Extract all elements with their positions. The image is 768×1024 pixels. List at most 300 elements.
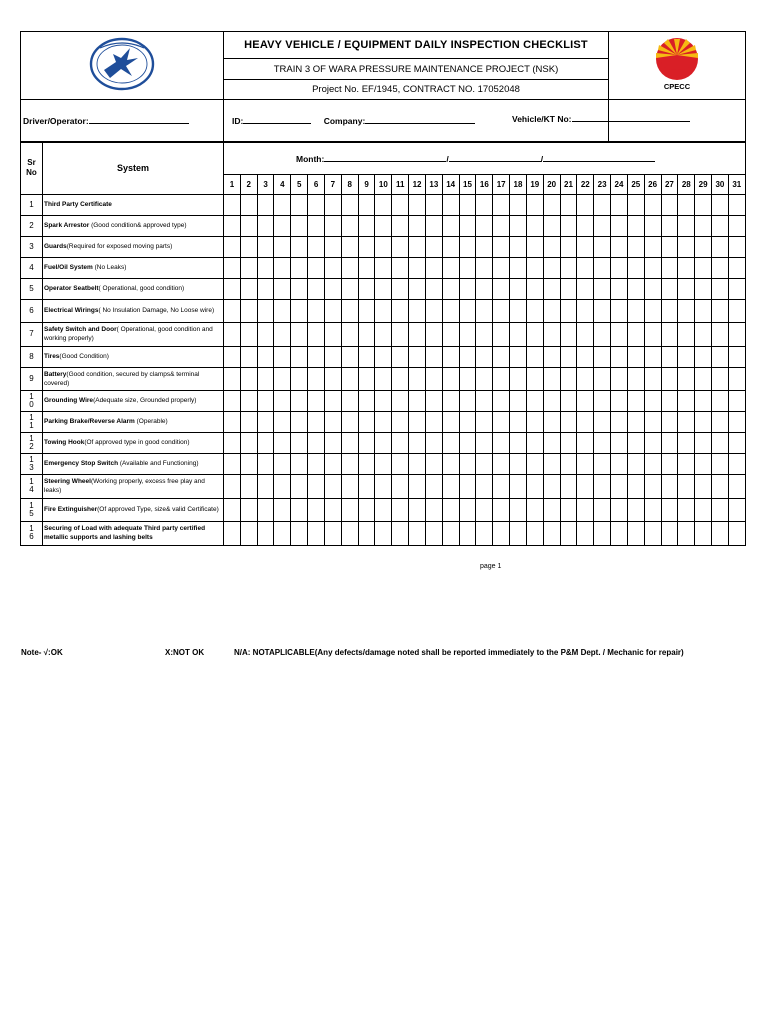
check-cell[interactable] bbox=[543, 474, 560, 498]
check-cell[interactable] bbox=[510, 278, 527, 299]
check-cell[interactable] bbox=[240, 322, 257, 346]
id-blank[interactable] bbox=[243, 115, 311, 124]
check-cell[interactable] bbox=[425, 453, 442, 474]
check-cell[interactable] bbox=[678, 194, 695, 215]
check-cell[interactable] bbox=[510, 215, 527, 236]
check-cell[interactable] bbox=[392, 498, 409, 521]
check-cell[interactable] bbox=[442, 278, 459, 299]
check-cell[interactable] bbox=[308, 346, 325, 367]
check-cell[interactable] bbox=[644, 257, 661, 278]
check-cell[interactable] bbox=[358, 194, 375, 215]
check-cell[interactable] bbox=[392, 322, 409, 346]
check-cell[interactable] bbox=[594, 322, 611, 346]
check-cell[interactable] bbox=[240, 278, 257, 299]
check-cell[interactable] bbox=[291, 390, 308, 411]
check-cell[interactable] bbox=[375, 346, 392, 367]
check-cell[interactable] bbox=[678, 367, 695, 390]
check-cell[interactable] bbox=[678, 521, 695, 545]
check-cell[interactable] bbox=[543, 453, 560, 474]
check-cell[interactable] bbox=[543, 411, 560, 432]
check-cell[interactable] bbox=[224, 278, 241, 299]
check-cell[interactable] bbox=[594, 194, 611, 215]
check-cell[interactable] bbox=[392, 453, 409, 474]
check-cell[interactable] bbox=[594, 346, 611, 367]
check-cell[interactable] bbox=[644, 498, 661, 521]
check-cell[interactable] bbox=[611, 453, 628, 474]
check-cell[interactable] bbox=[240, 299, 257, 322]
check-cell[interactable] bbox=[442, 411, 459, 432]
check-cell[interactable] bbox=[409, 278, 426, 299]
check-cell[interactable] bbox=[728, 236, 745, 257]
check-cell[interactable] bbox=[661, 521, 678, 545]
check-cell[interactable] bbox=[291, 521, 308, 545]
check-cell[interactable] bbox=[510, 236, 527, 257]
check-cell[interactable] bbox=[476, 432, 493, 453]
check-cell[interactable] bbox=[493, 453, 510, 474]
check-cell[interactable] bbox=[493, 346, 510, 367]
check-cell[interactable] bbox=[611, 257, 628, 278]
check-cell[interactable] bbox=[678, 299, 695, 322]
check-cell[interactable] bbox=[560, 194, 577, 215]
check-cell[interactable] bbox=[324, 432, 341, 453]
check-cell[interactable] bbox=[728, 498, 745, 521]
check-cell[interactable] bbox=[627, 322, 644, 346]
check-cell[interactable] bbox=[611, 411, 628, 432]
check-cell[interactable] bbox=[308, 215, 325, 236]
check-cell[interactable] bbox=[728, 432, 745, 453]
check-cell[interactable] bbox=[476, 215, 493, 236]
check-cell[interactable] bbox=[644, 474, 661, 498]
check-cell[interactable] bbox=[611, 278, 628, 299]
check-cell[interactable] bbox=[341, 322, 358, 346]
driver-field[interactable] bbox=[21, 100, 224, 141]
check-cell[interactable] bbox=[240, 367, 257, 390]
check-cell[interactable] bbox=[510, 390, 527, 411]
check-cell[interactable] bbox=[678, 322, 695, 346]
check-cell[interactable] bbox=[695, 194, 712, 215]
check-cell[interactable] bbox=[728, 453, 745, 474]
check-cell[interactable] bbox=[560, 390, 577, 411]
check-cell[interactable] bbox=[392, 521, 409, 545]
check-cell[interactable] bbox=[661, 194, 678, 215]
check-cell[interactable] bbox=[577, 194, 594, 215]
check-cell[interactable] bbox=[728, 194, 745, 215]
check-cell[interactable] bbox=[543, 322, 560, 346]
check-cell[interactable] bbox=[560, 299, 577, 322]
check-cell[interactable] bbox=[577, 299, 594, 322]
check-cell[interactable] bbox=[627, 194, 644, 215]
check-cell[interactable] bbox=[510, 474, 527, 498]
check-cell[interactable] bbox=[712, 215, 729, 236]
check-cell[interactable] bbox=[560, 278, 577, 299]
check-cell[interactable] bbox=[308, 498, 325, 521]
check-cell[interactable] bbox=[425, 299, 442, 322]
check-cell[interactable] bbox=[425, 411, 442, 432]
check-cell[interactable] bbox=[712, 257, 729, 278]
check-cell[interactable] bbox=[409, 474, 426, 498]
check-cell[interactable] bbox=[712, 236, 729, 257]
check-cell[interactable] bbox=[526, 215, 543, 236]
check-cell[interactable] bbox=[425, 194, 442, 215]
check-cell[interactable] bbox=[324, 521, 341, 545]
check-cell[interactable] bbox=[644, 236, 661, 257]
check-cell[interactable] bbox=[543, 498, 560, 521]
check-cell[interactable] bbox=[510, 257, 527, 278]
check-cell[interactable] bbox=[594, 521, 611, 545]
check-cell[interactable] bbox=[341, 215, 358, 236]
check-cell[interactable] bbox=[594, 236, 611, 257]
check-cell[interactable] bbox=[442, 194, 459, 215]
check-cell[interactable] bbox=[459, 194, 476, 215]
check-cell[interactable] bbox=[459, 390, 476, 411]
check-cell[interactable] bbox=[459, 257, 476, 278]
check-cell[interactable] bbox=[341, 346, 358, 367]
check-cell[interactable] bbox=[678, 215, 695, 236]
check-cell[interactable] bbox=[695, 521, 712, 545]
check-cell[interactable] bbox=[712, 299, 729, 322]
check-cell[interactable] bbox=[611, 521, 628, 545]
check-cell[interactable] bbox=[526, 432, 543, 453]
check-cell[interactable] bbox=[577, 453, 594, 474]
check-cell[interactable] bbox=[560, 215, 577, 236]
check-cell[interactable] bbox=[459, 498, 476, 521]
check-cell[interactable] bbox=[661, 367, 678, 390]
check-cell[interactable] bbox=[409, 322, 426, 346]
check-cell[interactable] bbox=[594, 498, 611, 521]
check-cell[interactable] bbox=[510, 521, 527, 545]
check-cell[interactable] bbox=[712, 411, 729, 432]
check-cell[interactable] bbox=[375, 257, 392, 278]
check-cell[interactable] bbox=[358, 215, 375, 236]
check-cell[interactable] bbox=[358, 411, 375, 432]
check-cell[interactable] bbox=[526, 257, 543, 278]
check-cell[interactable] bbox=[695, 390, 712, 411]
check-cell[interactable] bbox=[459, 367, 476, 390]
check-cell[interactable] bbox=[493, 215, 510, 236]
check-cell[interactable] bbox=[240, 411, 257, 432]
check-cell[interactable] bbox=[358, 278, 375, 299]
check-cell[interactable] bbox=[476, 367, 493, 390]
check-cell[interactable] bbox=[627, 257, 644, 278]
check-cell[interactable] bbox=[274, 453, 291, 474]
check-cell[interactable] bbox=[476, 322, 493, 346]
check-cell[interactable] bbox=[577, 521, 594, 545]
check-cell[interactable] bbox=[308, 390, 325, 411]
check-cell[interactable] bbox=[257, 194, 274, 215]
check-cell[interactable] bbox=[627, 236, 644, 257]
check-cell[interactable] bbox=[627, 411, 644, 432]
check-cell[interactable] bbox=[274, 322, 291, 346]
check-cell[interactable] bbox=[274, 257, 291, 278]
check-cell[interactable] bbox=[358, 498, 375, 521]
check-cell[interactable] bbox=[409, 432, 426, 453]
check-cell[interactable] bbox=[308, 411, 325, 432]
check-cell[interactable] bbox=[240, 432, 257, 453]
check-cell[interactable] bbox=[594, 474, 611, 498]
check-cell[interactable] bbox=[425, 474, 442, 498]
check-cell[interactable] bbox=[425, 322, 442, 346]
check-cell[interactable] bbox=[409, 257, 426, 278]
check-cell[interactable] bbox=[274, 367, 291, 390]
check-cell[interactable] bbox=[476, 390, 493, 411]
check-cell[interactable] bbox=[240, 390, 257, 411]
check-cell[interactable] bbox=[425, 521, 442, 545]
check-cell[interactable] bbox=[577, 215, 594, 236]
check-cell[interactable] bbox=[661, 322, 678, 346]
check-cell[interactable] bbox=[627, 432, 644, 453]
check-cell[interactable] bbox=[442, 432, 459, 453]
check-cell[interactable] bbox=[644, 322, 661, 346]
check-cell[interactable] bbox=[695, 432, 712, 453]
check-cell[interactable] bbox=[409, 367, 426, 390]
check-cell[interactable] bbox=[392, 390, 409, 411]
check-cell[interactable] bbox=[560, 236, 577, 257]
check-cell[interactable] bbox=[627, 278, 644, 299]
check-cell[interactable] bbox=[577, 346, 594, 367]
check-cell[interactable] bbox=[594, 257, 611, 278]
check-cell[interactable] bbox=[627, 453, 644, 474]
check-cell[interactable] bbox=[712, 521, 729, 545]
check-cell[interactable] bbox=[409, 498, 426, 521]
check-cell[interactable] bbox=[274, 278, 291, 299]
check-cell[interactable] bbox=[224, 299, 241, 322]
check-cell[interactable] bbox=[358, 257, 375, 278]
check-cell[interactable] bbox=[728, 474, 745, 498]
day-blank[interactable] bbox=[449, 153, 544, 164]
check-cell[interactable] bbox=[678, 432, 695, 453]
check-cell[interactable] bbox=[459, 278, 476, 299]
check-cell[interactable] bbox=[493, 367, 510, 390]
company-blank[interactable] bbox=[365, 115, 475, 124]
check-cell[interactable] bbox=[274, 411, 291, 432]
check-cell[interactable] bbox=[526, 236, 543, 257]
check-cell[interactable] bbox=[611, 322, 628, 346]
check-cell[interactable] bbox=[341, 432, 358, 453]
check-cell[interactable] bbox=[224, 474, 241, 498]
check-cell[interactable] bbox=[661, 236, 678, 257]
check-cell[interactable] bbox=[375, 278, 392, 299]
check-cell[interactable] bbox=[308, 322, 325, 346]
check-cell[interactable] bbox=[728, 322, 745, 346]
vehicle-blank[interactable] bbox=[572, 113, 690, 122]
check-cell[interactable] bbox=[695, 278, 712, 299]
check-cell[interactable] bbox=[543, 299, 560, 322]
check-cell[interactable] bbox=[341, 299, 358, 322]
check-cell[interactable] bbox=[459, 521, 476, 545]
check-cell[interactable] bbox=[661, 411, 678, 432]
check-cell[interactable] bbox=[425, 278, 442, 299]
check-cell[interactable] bbox=[695, 411, 712, 432]
check-cell[interactable] bbox=[594, 367, 611, 390]
check-cell[interactable] bbox=[678, 257, 695, 278]
check-cell[interactable] bbox=[442, 521, 459, 545]
check-cell[interactable] bbox=[644, 299, 661, 322]
check-cell[interactable] bbox=[493, 474, 510, 498]
check-cell[interactable] bbox=[543, 215, 560, 236]
check-cell[interactable] bbox=[324, 411, 341, 432]
check-cell[interactable] bbox=[409, 194, 426, 215]
check-cell[interactable] bbox=[459, 432, 476, 453]
check-cell[interactable] bbox=[661, 346, 678, 367]
check-cell[interactable] bbox=[442, 236, 459, 257]
check-cell[interactable] bbox=[257, 367, 274, 390]
check-cell[interactable] bbox=[224, 432, 241, 453]
check-cell[interactable] bbox=[493, 257, 510, 278]
check-cell[interactable] bbox=[274, 432, 291, 453]
check-cell[interactable] bbox=[560, 257, 577, 278]
check-cell[interactable] bbox=[240, 453, 257, 474]
check-cell[interactable] bbox=[644, 215, 661, 236]
check-cell[interactable] bbox=[493, 411, 510, 432]
check-cell[interactable] bbox=[712, 367, 729, 390]
check-cell[interactable] bbox=[274, 346, 291, 367]
check-cell[interactable] bbox=[526, 346, 543, 367]
check-cell[interactable] bbox=[341, 411, 358, 432]
check-cell[interactable] bbox=[442, 299, 459, 322]
check-cell[interactable] bbox=[224, 194, 241, 215]
check-cell[interactable] bbox=[560, 322, 577, 346]
check-cell[interactable] bbox=[358, 432, 375, 453]
check-cell[interactable] bbox=[308, 194, 325, 215]
month-blank[interactable] bbox=[324, 153, 449, 164]
check-cell[interactable] bbox=[661, 498, 678, 521]
check-cell[interactable] bbox=[611, 215, 628, 236]
check-cell[interactable] bbox=[291, 474, 308, 498]
check-cell[interactable] bbox=[594, 215, 611, 236]
check-cell[interactable] bbox=[560, 521, 577, 545]
check-cell[interactable] bbox=[358, 521, 375, 545]
check-cell[interactable] bbox=[308, 432, 325, 453]
check-cell[interactable] bbox=[392, 346, 409, 367]
check-cell[interactable] bbox=[594, 411, 611, 432]
check-cell[interactable] bbox=[695, 346, 712, 367]
check-cell[interactable] bbox=[358, 236, 375, 257]
check-cell[interactable] bbox=[341, 453, 358, 474]
check-cell[interactable] bbox=[409, 346, 426, 367]
check-cell[interactable] bbox=[476, 474, 493, 498]
check-cell[interactable] bbox=[695, 474, 712, 498]
check-cell[interactable] bbox=[493, 236, 510, 257]
check-cell[interactable] bbox=[341, 521, 358, 545]
check-cell[interactable] bbox=[257, 215, 274, 236]
check-cell[interactable] bbox=[594, 278, 611, 299]
check-cell[interactable] bbox=[442, 367, 459, 390]
check-cell[interactable] bbox=[291, 346, 308, 367]
check-cell[interactable] bbox=[543, 236, 560, 257]
check-cell[interactable] bbox=[712, 453, 729, 474]
check-cell[interactable] bbox=[274, 521, 291, 545]
check-cell[interactable] bbox=[257, 453, 274, 474]
check-cell[interactable] bbox=[291, 215, 308, 236]
check-cell[interactable] bbox=[493, 278, 510, 299]
check-cell[interactable] bbox=[560, 367, 577, 390]
check-cell[interactable] bbox=[661, 432, 678, 453]
check-cell[interactable] bbox=[324, 346, 341, 367]
check-cell[interactable] bbox=[678, 236, 695, 257]
check-cell[interactable] bbox=[358, 474, 375, 498]
check-cell[interactable] bbox=[493, 498, 510, 521]
check-cell[interactable] bbox=[577, 236, 594, 257]
check-cell[interactable] bbox=[240, 521, 257, 545]
year-blank[interactable] bbox=[540, 153, 655, 164]
check-cell[interactable] bbox=[712, 390, 729, 411]
check-cell[interactable] bbox=[644, 521, 661, 545]
check-cell[interactable] bbox=[526, 322, 543, 346]
check-cell[interactable] bbox=[493, 299, 510, 322]
check-cell[interactable] bbox=[560, 346, 577, 367]
check-cell[interactable] bbox=[308, 367, 325, 390]
check-cell[interactable] bbox=[493, 521, 510, 545]
check-cell[interactable] bbox=[224, 257, 241, 278]
check-cell[interactable] bbox=[375, 215, 392, 236]
check-cell[interactable] bbox=[661, 278, 678, 299]
check-cell[interactable] bbox=[224, 346, 241, 367]
check-cell[interactable] bbox=[728, 367, 745, 390]
check-cell[interactable] bbox=[577, 322, 594, 346]
check-cell[interactable] bbox=[375, 236, 392, 257]
check-cell[interactable] bbox=[543, 346, 560, 367]
check-cell[interactable] bbox=[425, 498, 442, 521]
check-cell[interactable] bbox=[695, 367, 712, 390]
check-cell[interactable] bbox=[459, 215, 476, 236]
check-cell[interactable] bbox=[274, 498, 291, 521]
check-cell[interactable] bbox=[678, 278, 695, 299]
check-cell[interactable] bbox=[627, 367, 644, 390]
check-cell[interactable] bbox=[695, 257, 712, 278]
check-cell[interactable] bbox=[274, 390, 291, 411]
check-cell[interactable] bbox=[308, 521, 325, 545]
check-cell[interactable] bbox=[291, 299, 308, 322]
check-cell[interactable] bbox=[392, 474, 409, 498]
check-cell[interactable] bbox=[510, 411, 527, 432]
check-cell[interactable] bbox=[392, 299, 409, 322]
check-cell[interactable] bbox=[678, 390, 695, 411]
check-cell[interactable] bbox=[291, 498, 308, 521]
check-cell[interactable] bbox=[459, 411, 476, 432]
check-cell[interactable] bbox=[257, 474, 274, 498]
check-cell[interactable] bbox=[476, 453, 493, 474]
check-cell[interactable] bbox=[324, 367, 341, 390]
check-cell[interactable] bbox=[526, 521, 543, 545]
check-cell[interactable] bbox=[560, 411, 577, 432]
check-cell[interactable] bbox=[274, 474, 291, 498]
check-cell[interactable] bbox=[375, 322, 392, 346]
check-cell[interactable] bbox=[375, 432, 392, 453]
check-cell[interactable] bbox=[476, 257, 493, 278]
check-cell[interactable] bbox=[308, 257, 325, 278]
check-cell[interactable] bbox=[661, 390, 678, 411]
check-cell[interactable] bbox=[627, 215, 644, 236]
check-cell[interactable] bbox=[661, 215, 678, 236]
check-cell[interactable] bbox=[728, 390, 745, 411]
check-cell[interactable] bbox=[526, 278, 543, 299]
check-cell[interactable] bbox=[375, 194, 392, 215]
check-cell[interactable] bbox=[308, 278, 325, 299]
check-cell[interactable] bbox=[409, 390, 426, 411]
check-cell[interactable] bbox=[661, 257, 678, 278]
check-cell[interactable] bbox=[493, 390, 510, 411]
check-cell[interactable] bbox=[240, 498, 257, 521]
check-cell[interactable] bbox=[577, 411, 594, 432]
check-cell[interactable] bbox=[510, 299, 527, 322]
check-cell[interactable] bbox=[425, 367, 442, 390]
check-cell[interactable] bbox=[442, 322, 459, 346]
check-cell[interactable] bbox=[712, 498, 729, 521]
check-cell[interactable] bbox=[324, 236, 341, 257]
check-cell[interactable] bbox=[341, 474, 358, 498]
check-cell[interactable] bbox=[257, 498, 274, 521]
check-cell[interactable] bbox=[459, 299, 476, 322]
